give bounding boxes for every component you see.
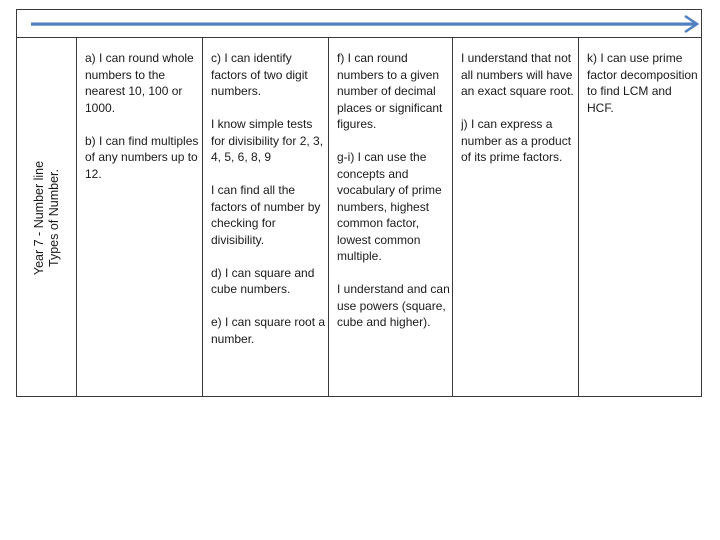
objective-find-factors: I can find all the factors of number by checking for divisibility. <box>211 183 321 247</box>
objective-square-root-exact: I understand that not all numbers will have an exact square root. <box>461 51 574 98</box>
objective-k: k) I can use prime factor decomposition to find LCM and HCF. <box>587 51 698 115</box>
objective-e: e) I can square root a number. <box>211 315 326 346</box>
progression-header <box>17 10 701 38</box>
objective-g-i: g-i) I can use the concepts and vocabulary of prime numbers, highest common factor, lowest common multiple. <box>337 150 442 263</box>
progression-arrow-icon <box>17 10 703 38</box>
column-4 <box>453 38 579 396</box>
objective-d: d) I can square and cube numbers. <box>211 265 315 296</box>
objective-powers: I understand and can use powers (square, cube and higher). <box>337 282 450 329</box>
objective-f: f) I can round numbers to a given number of decimal places or significant figures. <box>337 51 443 131</box>
side-label-subtitle: Types of Number. <box>47 169 61 267</box>
objective-b: b) I can find multiples of any numbers up to 12. <box>85 133 199 181</box>
objective-c: c) I can identify factors of two digit numbers. <box>211 51 308 98</box>
objective-divisibility-tests: I know simple tests for divisibility for 2, 3, 4, 5, 6, 8, 9 <box>211 117 324 164</box>
column-1 <box>77 38 203 396</box>
column-2 <box>203 38 329 396</box>
side-label <box>17 38 77 396</box>
objective-a: a) I can round whole numbers to the nearest 10, 100 or 1000. <box>85 51 194 115</box>
number-line-table <box>16 9 702 397</box>
objective-j: j) I can express a number as a product of its prime factors. <box>461 117 572 164</box>
side-label-title: Year 7 - Number line <box>32 160 46 276</box>
column-5 <box>579 38 700 396</box>
column-3 <box>329 38 453 396</box>
